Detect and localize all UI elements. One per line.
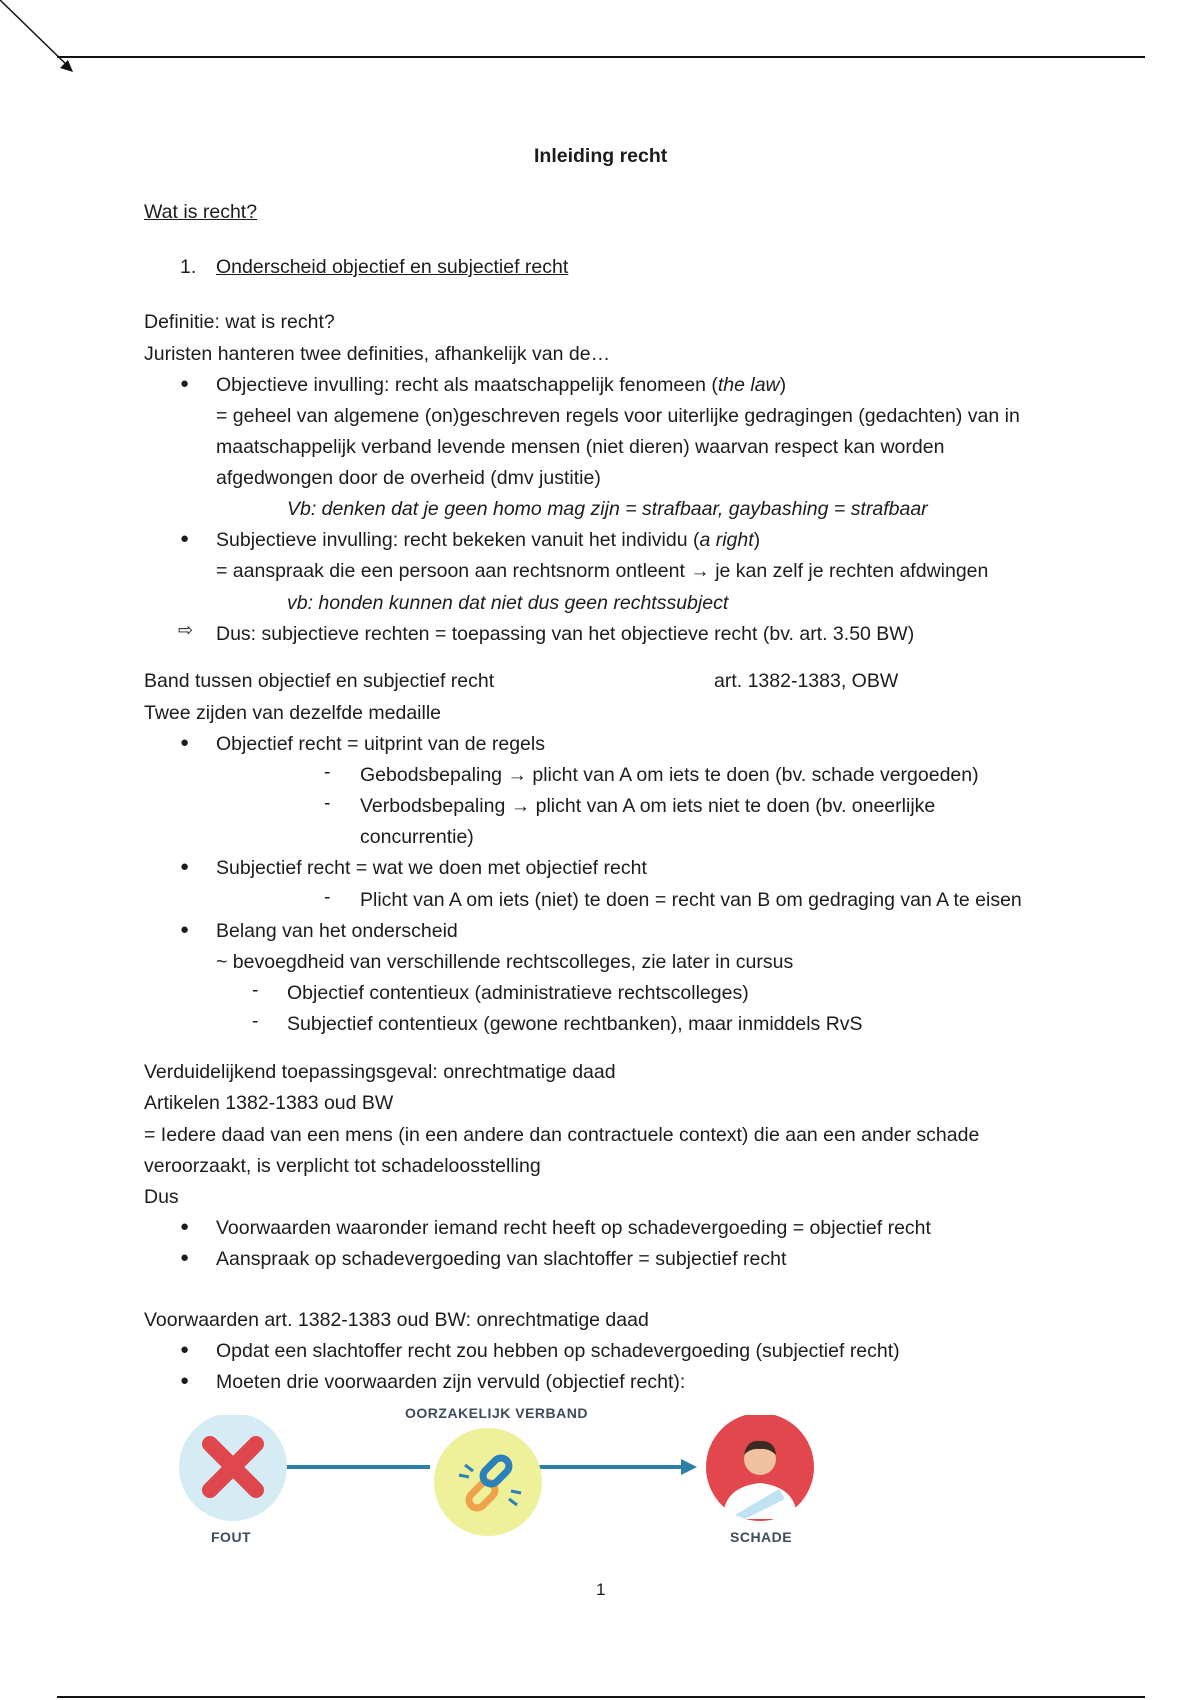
subsection-number: 1. <box>180 256 197 278</box>
band-dash-3: Plicht van A om iets (niet) te doen = recht van B om gedraging van A te eisen <box>360 889 1022 911</box>
bullet-icon: ● <box>180 1249 190 1266</box>
corner-arrow-icon <box>0 0 80 80</box>
damage-label: SCHADE <box>730 1529 793 1545</box>
footer-rule <box>57 1696 1145 1698</box>
subsection-heading: Onderscheid objectief en subjectief recht <box>216 256 569 278</box>
band-bullet-1: Objectief recht = uitprint van de regels <box>216 733 545 755</box>
bullet-icon: ● <box>180 734 190 751</box>
dash-icon: - <box>252 1010 259 1032</box>
case-bullet-1: Voorwaarden waaronder iemand recht heeft op schadevergoeding = objectief recht <box>216 1217 931 1239</box>
bullet-icon: ● <box>180 1218 190 1235</box>
conditions-heading: Voorwaarden art. 1382-1383 oud BW: onrechtmatige daad <box>144 1309 649 1331</box>
dash-icon: - <box>324 792 331 814</box>
band-dash-2a: Verbodsbepaling → plicht van A om iets niet te doen (bv. oneerlijke <box>360 795 936 817</box>
band-subheading: Twee zijden van dezelfde medaille <box>144 702 442 724</box>
band-dash-1: Gebodsbepaling → plicht van A om iets te doen (bv. schade vergoeden) <box>360 764 979 786</box>
definition-intro: Juristen hanteren twee definities, afhankelijk van de… <box>144 343 611 365</box>
bullet-icon: ● <box>180 375 190 392</box>
objective-line-2: = geheel van algemene (on)geschreven regels voor uiterlijke gedragingen (gedachten) van in <box>216 405 1020 427</box>
conditions-bullet-1: Opdat een slachtoffer recht zou hebben op schadevergoeding (subjectief recht) <box>216 1340 900 1362</box>
section-heading: Wat is recht? <box>144 201 258 223</box>
bullet-icon: ● <box>180 858 190 875</box>
case-heading: Verduidelijkend toepassingsgeval: onrechtmatige daad <box>144 1061 616 1083</box>
band-dash-4: Objectief contentieux (administratieve rechtscolleges) <box>287 982 749 1004</box>
bullet-icon: ● <box>180 1341 190 1358</box>
band-dash-5: Subjectief contentieux (gewone rechtbanken), maar inmiddels RvS <box>287 1013 863 1035</box>
band-bullet-3-line: ~ bevoegdheid van verschillende rechtscolleges, zie later in cursus <box>216 951 794 973</box>
subjective-example: vb: honden kunnen dat niet dus geen rechtssubject <box>287 592 729 614</box>
band-bullet-2: Subjectief recht = wat we doen met objectief recht <box>216 857 647 879</box>
conclusion-line: Dus: subjectieve rechten = toepassing van het objectieve recht (bv. art. 3.50 BW) <box>216 623 915 645</box>
chain-link-icon <box>434 1428 542 1536</box>
case-definition-1: = Iedere daad van een mens (in een andere dan contractuele context) die aan een ander schade <box>144 1124 980 1146</box>
subjective-line-1: Subjectieve invulling: recht bekeken vanuit het individu (a right) <box>216 529 761 551</box>
header-rule <box>57 56 1145 58</box>
objective-line-1: Objectieve invulling: recht als maatschappelijk fenomeen (the law) <box>216 374 787 396</box>
objective-line-4: afgedwongen door de overheid (dmv justitie) <box>216 467 601 489</box>
causal-link-label: OORZAKELIJK VERBAND <box>405 1405 588 1421</box>
arrow-head-icon <box>681 1459 697 1475</box>
fault-label: FOUT <box>211 1529 252 1545</box>
case-bullet-2: Aanspraak op schadevergoeding van slachtoffer = subjectief recht <box>216 1248 787 1270</box>
definition-heading: Definitie: wat is recht? <box>144 311 335 333</box>
bullet-icon: ● <box>180 1372 190 1389</box>
hollow-arrow-icon: ⇨ <box>178 620 194 640</box>
conditions-bullet-2: Moeten drie voorwaarden zijn vervuld (objectief recht): <box>216 1371 686 1393</box>
band-reference: art. 1382-1383, OBW <box>714 670 899 692</box>
dash-icon: - <box>324 886 331 908</box>
page-number: 1 <box>596 1580 606 1599</box>
objective-example: Vb: denken dat je geen homo mag zijn = strafbaar, gaybashing = strafbaar <box>287 498 928 520</box>
band-dash-2b: concurrentie) <box>360 826 474 848</box>
case-articles: Artikelen 1382-1383 oud BW <box>144 1092 394 1114</box>
case-dus: Dus <box>144 1186 179 1208</box>
fault-icon <box>179 1415 287 1521</box>
case-definition-2: veroorzaakt, is verplicht tot schadeloosstelling <box>144 1155 541 1177</box>
subjective-line-2: = aanspraak die een persoon aan rechtsnorm ontleent → je kan zelf je rechten afdwingen <box>216 560 989 582</box>
dash-icon: - <box>324 761 331 783</box>
dash-icon: - <box>252 979 259 1001</box>
injured-person-icon <box>706 1415 814 1521</box>
objective-line-3: maatschappelijk verband levende mensen (niet dieren) waarvan respect kan worden <box>216 436 945 458</box>
bullet-icon: ● <box>180 921 190 938</box>
band-bullet-3: Belang van het onderscheid <box>216 920 458 942</box>
band-heading: Band tussen objectief en subjectief recht <box>144 670 495 692</box>
page-title: Inleiding recht <box>534 145 668 167</box>
causality-diagram <box>175 1405 835 1565</box>
bullet-icon: ● <box>180 530 190 547</box>
